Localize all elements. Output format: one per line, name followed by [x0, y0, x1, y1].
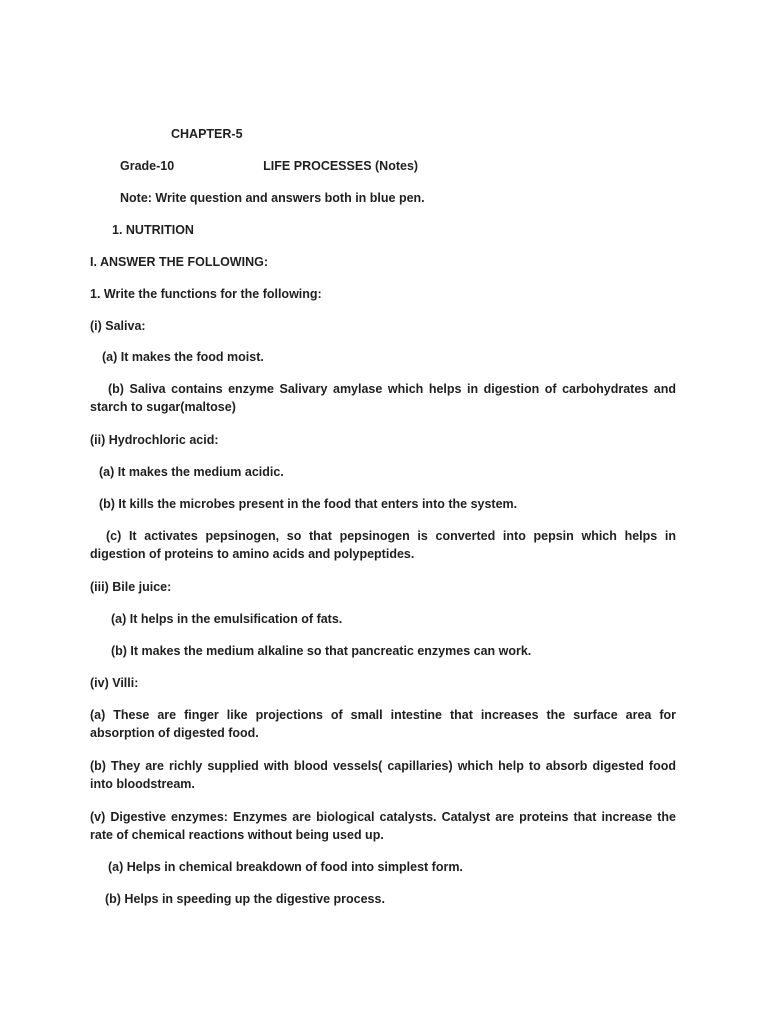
item-saliva-b: (b) Saliva contains enzyme Salivary amylase which helps in digestion of carbohydrates and starch to sugar(maltose) — [90, 382, 676, 414]
item-hcl-c: (c) It activates pepsinogen, so that pepsinogen is converted into pepsin which helps in digestion of proteins to amino acids and polypeptides. — [90, 529, 676, 561]
item-hcl-title: (ii) Hydrochloric acid: — [90, 433, 219, 447]
item-hcl-b: (b) It kills the microbes present in the food that enters into the system. — [99, 497, 518, 511]
item-enzymes-title: (v) Digestive enzymes: Enzymes are biological catalysts. Catalyst are proteins that increase the rate of chemical reactions without being used up. — [90, 810, 676, 842]
item-bile-a: (a) It helps in the emulsification of fats. — [111, 612, 343, 626]
item-enzymes-b: (b) Helps in speeding up the digestive process. — [105, 892, 385, 906]
section-heading: I. ANSWER THE FOLLOWING: — [90, 255, 268, 269]
subject-title: LIFE PROCESSES (Notes) — [263, 159, 419, 173]
item-villi-b: (b) They are richly supplied with blood vessels( capillaries) which help to absorb digested food into bloodstream. — [90, 759, 676, 791]
item-bile-title: (iii) Bile juice: — [90, 580, 172, 594]
grade-label: Grade-10 — [120, 159, 175, 173]
item-villi-a: (a) These are finger like projections of small intestine that increases the surface area for absorption of digested food. — [90, 708, 676, 740]
item-saliva-title: (i) Saliva: — [90, 319, 146, 333]
grade-title-row — [120, 157, 706, 175]
item-hcl-a: (a) It makes the medium acidic. — [99, 465, 284, 479]
question-line: 1. Write the functions for the following: — [90, 287, 322, 301]
item-bile-b: (b) It makes the medium alkaline so that pancreatic enzymes can work. — [111, 644, 532, 658]
note-line: Note: Write question and answers both in blue pen. — [120, 191, 425, 205]
item-villi-title: (iv) Villi: — [90, 676, 139, 690]
chapter-heading: CHAPTER-5 — [171, 127, 243, 141]
item-saliva-a: (a) It makes the food moist. — [102, 350, 264, 364]
item-enzymes-a: (a) Helps in chemical breakdown of food into simplest form. — [108, 860, 463, 874]
topic-heading: 1. NUTRITION — [112, 223, 194, 237]
